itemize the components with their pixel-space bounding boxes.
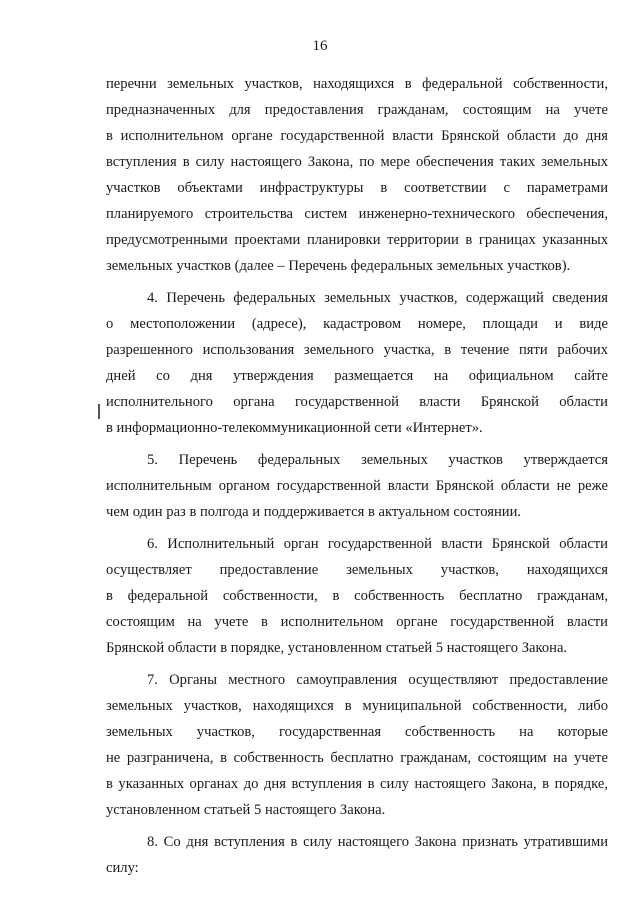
text-line: предусмотренными проектами планировки территории в границах указанных [106,232,608,248]
paragraph-item-7 [106,667,608,823]
paragraph-item-6 [106,531,608,661]
text-line: осуществляет предоставление земельных участков, находящихся [106,562,608,578]
text-line: предназначенных для предоставления гражданам, состоящим на учете [106,102,608,118]
text-line: 6. Исполнительный орган государственной власти Брянской области [147,536,608,552]
text-line: силу: [106,860,139,876]
text-line: вступления в силу настоящего Закона, по мере обеспечения таких земельных [106,154,608,170]
text-line: в исполнительном органе государственной власти Брянской области до дня [106,128,608,144]
text-line: в федеральной собственности, в собственность бесплатно гражданам, [106,588,608,604]
text-line: в указанных органах до дня вступления в силу настоящего Закона, в порядке, [106,776,608,792]
document-body [106,71,608,881]
text-line: установленном статьей 5 настоящего Закона. [106,802,386,818]
text-line: 7. Органы местного самоуправления осуществляют предоставление [147,672,608,688]
page-number: 16 [312,38,328,54]
text-line: о местоположении (адресе), кадастровом номере, площади и виде [106,316,608,332]
text-line: земельных участков (далее – Перечень федеральных земельных участков). [106,258,571,274]
paragraph-item-4 [106,285,608,441]
paragraph-item-5 [106,447,608,525]
text-line: 8. Со дня вступления в силу настоящего Закона признать утратившими [147,834,608,850]
text-line: планируемого строительства систем инженерно-технического обеспечения, [106,206,608,222]
text-line: не разграничена, в собственность бесплатно гражданам, состоящим на учете [106,750,608,766]
text-line: 4. Перечень федеральных земельных участков, содержащий сведения [147,290,608,306]
text-line: разрешенного использования земельного участка, в течение пяти рабочих [106,342,608,358]
text-line: дней со дня утверждения размещается на официальном сайте [106,368,608,384]
text-line: чем один раз в полгода и поддерживается в актуальном состоянии. [106,504,522,520]
paragraph-item-8 [106,829,608,881]
paragraph-continuation [106,71,608,279]
text-line: 5. Перечень федеральных земельных участков утверждается [147,452,608,468]
text-line: Брянской области в порядке, установленном статьей 5 настоящего Закона. [106,640,568,656]
text-line: исполнительным органом государственной власти Брянской области не реже [106,478,608,494]
margin-mark [98,404,100,419]
text-line: перечни земельных участков, находящихся в федеральной собственности, [106,76,608,92]
text-line: в информационно-телекоммуникационной сети «Интернет». [106,420,483,436]
text-line: земельных участков, находящихся в муниципальной собственности, либо [106,698,608,714]
text-line: участков объектами инфраструктуры в соответствии с параметрами [106,180,608,196]
text-line: состоящим на учете в исполнительном органе государственной власти [106,614,608,630]
text-line: исполнительного органа государственной власти Брянской области [106,394,608,410]
text-line: земельных участков, государственная собственность на которые [106,724,608,740]
